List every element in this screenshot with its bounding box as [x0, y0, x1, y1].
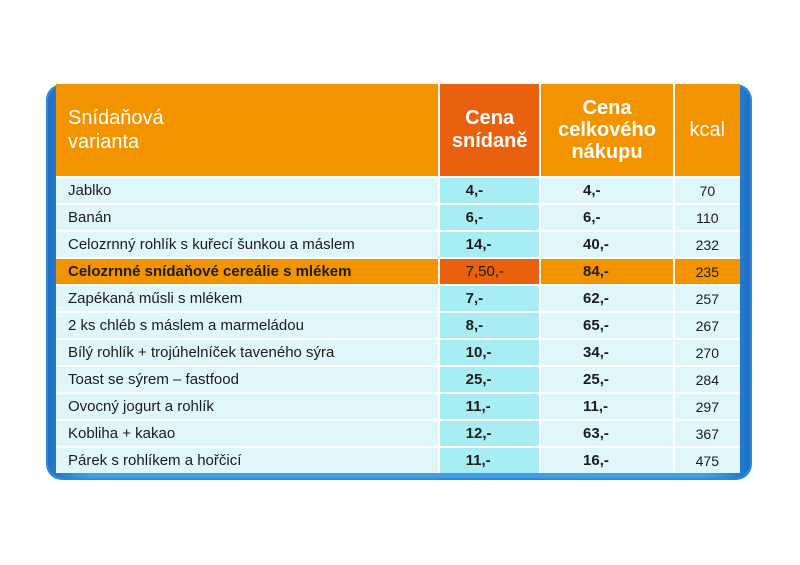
- row-total-price: [541, 259, 674, 286]
- row-breakfast-price-value: 14,-: [465, 236, 492, 253]
- row-breakfast-price-value: 4,-: [465, 182, 484, 199]
- row-name: Toast se sýrem – fastfood: [56, 367, 440, 394]
- header-breakfast-price-line2: snídaně: [451, 130, 528, 152]
- row-total-price: [541, 286, 674, 313]
- row-total-price: [541, 313, 674, 340]
- row-breakfast-price-value: 8,-: [465, 317, 484, 334]
- row-total-price-value: 62,-: [583, 290, 609, 307]
- table-row: [56, 421, 740, 448]
- row-kcal: 475: [675, 448, 740, 473]
- table-row: [56, 448, 740, 473]
- row-breakfast-price-value: 11,-: [465, 398, 491, 415]
- row-total-price-value: 65,-: [583, 317, 609, 334]
- row-kcal: 257: [675, 286, 740, 313]
- table-row: [56, 313, 740, 340]
- header-breakfast-price-line1: Cena: [465, 107, 515, 129]
- row-breakfast-price-value: 7,50,-: [465, 263, 505, 280]
- row-kcal: 232: [675, 232, 740, 259]
- row-kcal: 235: [675, 259, 740, 286]
- row-breakfast-price-value: 25,-: [465, 371, 492, 388]
- row-breakfast-price: [440, 286, 541, 313]
- row-breakfast-price-value: 11,-: [465, 452, 491, 469]
- row-total-price-value: 25,-: [583, 371, 609, 388]
- row-name: Jablko: [56, 178, 440, 205]
- row-breakfast-price: [440, 313, 541, 340]
- table-row: [56, 394, 740, 421]
- row-total-price-value: 40,-: [583, 236, 609, 253]
- row-name: Celozrnný rohlík s kuřecí šunkou a máslem: [56, 232, 440, 259]
- header-variant-line2: varianta: [68, 131, 140, 153]
- row-total-price-value: 16,-: [583, 452, 609, 469]
- row-name: Celozrnné snídaňové cereálie s mlékem: [56, 259, 440, 286]
- table-row: [56, 340, 740, 367]
- row-total-price: [541, 205, 674, 232]
- row-total-price-value: 4,-: [583, 182, 601, 199]
- header-total-price-line1: Cena: [582, 97, 632, 119]
- row-name: Párek s rohlíkem a hořčicí: [56, 448, 440, 473]
- row-total-price-value: 63,-: [583, 425, 609, 442]
- row-breakfast-price: [440, 232, 541, 259]
- table-row: [56, 178, 740, 205]
- row-breakfast-price: [440, 259, 541, 286]
- header-row: [56, 84, 740, 178]
- header-total-price-line3: nákupu: [571, 141, 643, 163]
- row-total-price: [541, 340, 674, 367]
- row-kcal: 367: [675, 421, 740, 448]
- row-total-price: [541, 421, 674, 448]
- header-variant-line1: Snídaňová: [68, 107, 164, 129]
- row-name: 2 ks chléb s máslem a marmeládou: [56, 313, 440, 340]
- table-row: [56, 367, 740, 394]
- row-breakfast-price-value: 7,-: [465, 290, 484, 307]
- row-breakfast-price: [440, 448, 541, 473]
- header-total-price: [541, 84, 674, 178]
- table-row: [56, 205, 740, 232]
- row-breakfast-price-value: 10,-: [465, 344, 492, 361]
- row-total-price-value: 6,-: [583, 209, 601, 226]
- row-name: Bílý rohlík + trojúhelníček taveného sýra: [56, 340, 440, 367]
- row-breakfast-price: [440, 394, 541, 421]
- row-breakfast-price: [440, 205, 541, 232]
- row-name: Ovocný jogurt a rohlík: [56, 394, 440, 421]
- row-breakfast-price: [440, 340, 541, 367]
- row-kcal: 270: [675, 340, 740, 367]
- row-breakfast-price-value: 6,-: [465, 209, 484, 226]
- row-total-price-value: 34,-: [583, 344, 609, 361]
- header-variant: [56, 84, 440, 178]
- row-total-price: [541, 448, 674, 473]
- row-kcal: 284: [675, 367, 740, 394]
- row-name: Zapékaná műsli s mlékem: [56, 286, 440, 313]
- header-breakfast-price: [440, 84, 541, 178]
- row-kcal: 297: [675, 394, 740, 421]
- table-row-highlighted: [56, 259, 740, 286]
- breakfast-price-table: [56, 84, 740, 473]
- row-total-price: [541, 232, 674, 259]
- row-breakfast-price-value: 12,-: [465, 425, 492, 442]
- row-breakfast-price: [440, 421, 541, 448]
- row-breakfast-price: [440, 178, 541, 205]
- row-name: Banán: [56, 205, 440, 232]
- header-total-price-line2: celkového: [558, 119, 656, 141]
- row-total-price: [541, 367, 674, 394]
- row-kcal: 267: [675, 313, 740, 340]
- row-name: Kobliha + kakao: [56, 421, 440, 448]
- row-total-price-value: 11,-: [583, 398, 609, 415]
- row-kcal: 70: [675, 178, 740, 205]
- row-total-price: [541, 178, 674, 205]
- row-total-price-value: 84,-: [583, 263, 609, 280]
- row-kcal: 110: [675, 205, 740, 232]
- table-row: [56, 232, 740, 259]
- row-breakfast-price: [440, 367, 541, 394]
- row-total-price: [541, 394, 674, 421]
- header-kcal: kcal: [675, 84, 740, 178]
- table-row: [56, 286, 740, 313]
